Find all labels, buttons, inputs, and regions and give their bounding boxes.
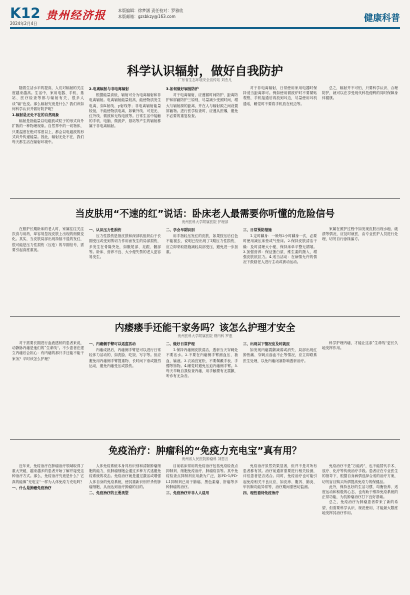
article4-column-2 xyxy=(89,464,161,590)
article3-column-3 xyxy=(166,341,238,435)
article4-paragraph-6: 此外，保持良好的生活习惯、均衡营养、适度运动和积极的心态，也有助于维持免疫系统的正常功能，为抗肿瘤治疗打下良好基础。 xyxy=(322,484,398,500)
article4-paragraph-2: 人体免疫系统本身具有识别和清除肿瘤细胞的能力，但肿瘤细胞会通过多种方式逃避免疫系统的攻击。免疫治疗就是通过激活或增强人体自身的免疫系统，使其重新识别并杀伤肿瘤细胞，从而达到治疗肿瘤的目的。 xyxy=(89,464,161,489)
article3-column-4 xyxy=(243,341,317,435)
article1-subhead-1: 1.辐射是无处不在的自然现象 xyxy=(12,113,59,118)
article4-column-1 xyxy=(12,464,84,590)
page-number: K12 xyxy=(10,6,41,22)
article2-subhead-3: 三、日常预防措施 xyxy=(243,228,272,232)
article2-subhead-2: 二、学会早期识别 xyxy=(166,228,195,232)
article3-byline: 贵州医科大学附属医院 肾内科 罗惠 xyxy=(177,334,233,338)
article2-headline: 当皮肤用“不速的红”说话：卧床老人最需要你听懂的危险信号 xyxy=(75,209,335,220)
article4-column-4 xyxy=(243,464,317,590)
section-divider xyxy=(10,198,400,199)
article1-paragraph-2: 根据能量高低，辐射可分为电离辐射和非电离辐射。电离辐射能量较高，能使物质发生电离，如X射线、γ射线等；非电离辐射能量较低，不能使物质电离，如紫外线、可见光、红外线、微波和无线电波等。日常生活中接触的手机、电脑、微波炉、基站等产生的辐射都属于非电离辐射。 xyxy=(89,93,161,129)
article2-column-1 xyxy=(12,227,84,311)
newspaper-logo: 贵州经济报 xyxy=(46,9,106,22)
article4-subhead-3: 三、免疫治疗并非人人适用 xyxy=(166,491,210,496)
article2-column-4 xyxy=(243,227,317,311)
article4-paragraph-7: 总之，免疫治疗为肿瘤患者带来了新的希望，但需要科学认识、规范使用，才能最大限度地发挥其治疗作用。 xyxy=(322,500,398,515)
article2-column-3 xyxy=(166,227,238,311)
article4-subhead-2: 二、免疫治疗的主要类型 xyxy=(89,491,129,496)
article2-byline: 贵州医科大学附属医院 护理部 xyxy=(181,220,229,224)
article1-column-4 xyxy=(243,86,317,194)
article2-paragraph-5: 家属在照护过程中如发现皮肤出现水疱、破溃等情况，应及时就医，由专业医护人员进行处理，切勿自行涂抹偏方。 xyxy=(322,227,398,242)
issue-date: 2024年2月4日 xyxy=(10,21,38,26)
article1-column-3 xyxy=(166,86,238,194)
staff-info xyxy=(118,8,183,20)
article1-subhead-3: 3.如何做好辐射防护 xyxy=(166,87,199,91)
article1-paragraph-3: 对于电离辐射，应遵循时间防护、距离防护和屏蔽防护三原则，尽量减少受照时间，增大与辐射源的距离，并在人与辐射源之间设置屏蔽物。进行医学检查时，应遵从医嘱，避免不必要的重复检查。 xyxy=(166,93,238,119)
article4-byline: 贵州省人民医院肿瘤科 刘思言 xyxy=(181,457,229,461)
staff-email: 本版邮箱：gzsbkzy@163.com xyxy=(118,14,176,19)
article1-subhead-2: 2.电离辐射与非电离辐射 xyxy=(89,87,129,91)
article2-column-2 xyxy=(89,227,161,311)
article3-column-2 xyxy=(89,341,161,435)
article3-headline: 内痿瘘手还能干家务吗？该怎么护理才安全 xyxy=(114,323,296,334)
article4-subhead-4: 四、理性看待免疫治疗 xyxy=(243,491,279,496)
article1-paragraph-5: 总之，辐射并不可怕，只要科学认识、合理防护，就可以在享受现代科技便利的同时保障身体健康。 xyxy=(322,86,398,101)
masthead xyxy=(10,4,400,26)
article1-column-2 xyxy=(89,86,161,194)
article4-paragraph-4: 免疫治疗虽然效果显著，但并不是对所有患者都有效。治疗前通常需要进行相关检测，评估患者是否适合。同时，免疫治疗也可能引起免疫相关不良反应，如皮疹、腹泻、肺炎、甲状腺功能异常等，治疗期间需密切监测。 xyxy=(243,464,317,489)
section-title: 健康科普 xyxy=(363,14,400,24)
article1-headline: 科学认识辐射，做好自我防护 xyxy=(126,64,283,78)
article1-column-5 xyxy=(322,86,398,194)
article3-subhead-3: 三、出现以下情况应及时就医 xyxy=(243,342,290,346)
article2-paragraph-1: 在照护长期卧床的老人时，家属往往关注饮食与用药，却容易忽视皮肤上出现的细微变化。其实，当皮肤局部出现持续不退的发红，很可能是压力性损伤（压疮）的早期信号，需要引起高度重视。 xyxy=(12,227,84,252)
article3-paragraph-4: 如发现内瘘震颤减弱或消失、局部出现红肿热痛、穿刺点渗血不止等情况，应立即联系医生处理，以免内瘘闭塞影响透析治疗。 xyxy=(243,348,317,363)
article2-paragraph-2: 压力性损伤是指皮肤和深部软组织由于长期受压或受到剪切力作用而发生的局部损伤，多发生在骨隆突处，如骶尾部、足跟、髋部等。卧床、营养不良、大小便失禁的老人更容易发生。 xyxy=(89,234,161,260)
article1-paragraph-1: 辐射是指能量以电磁波或粒子的形式向外扩散的一种物理现象。自然界中的一切物体，只要温度在绝对零度以上，都会以电磁波的形式向外传递能量。因此，辐射无处不在，我们每天都生活在辐射环境中。 xyxy=(12,119,84,145)
article4-column-5 xyxy=(322,464,398,590)
masthead-rule xyxy=(10,27,400,29)
article4-column-3 xyxy=(166,464,238,590)
section-divider xyxy=(10,439,400,440)
article1-intro: 随着生活水平的提高，人们对辐射的关注度越来越高。生活中，家用电器、手机、基站、医疗检查等都与辐射有关，很多人谈“辐”色变。那么辐射究竟是什么？我们该如何科学认识并做好防护呢？ xyxy=(12,86,84,111)
article1-column-1 xyxy=(12,86,84,194)
article3-column-5 xyxy=(322,341,398,435)
article2-subhead-1: 一、认识压力性损伤 xyxy=(89,228,122,232)
article3-paragraph-5: 科学护理内瘘，才能让这条“生命线”更长久地发挥作用。 xyxy=(322,341,398,351)
article2-column-5 xyxy=(322,227,398,311)
article1-byline: 广东省生态环境安全宣传站 刘杰凡 xyxy=(178,78,232,82)
article3-paragraph-1: 对于需要长期进行血液透析的患者来说，动静脉内瘘是他们的“生命线”。不少患者在建立内瘘后会担心：有内瘘的那只手还能不能干家务？平时该怎么护理？ xyxy=(12,341,84,361)
article4-paragraph-3: 目前临床常用的免疫治疗包括免疫检查点抑制剂、细胞免疫治疗、肿瘤疫苗等。其中免疫检查点抑制剂应用最为广泛，如PD-1/PD-L1抑制剂已用于肺癌、黑色素瘤、肝癌等多种肿瘤的治疗。 xyxy=(166,464,238,489)
article4-paragraph-5: 免疫治疗不是“万能药”，也不能替代手术、放疗、化疗等传统治疗手段。患者应在专业医生的指导下，根据自身病情选择合适的治疗方案，切勿盲目购买所谓提高免疫力的保健品。 xyxy=(322,464,398,484)
staff-editors: 本版编辑：徐梦涵 责任校对：罗雅欣 xyxy=(118,8,184,13)
article4-subhead-1: 一、什么是肿瘤免疫治疗 xyxy=(12,485,52,490)
article3-column-1 xyxy=(12,341,84,435)
article2-paragraph-4: 1.定时翻身：一般每2小时翻身一次，必要时使用减压床垫或气垫床。2.保持皮肤清洁干燥：及时清理大小便，保持床单平整无褶皱。3.加强营养：保证蛋白质、维生素的摄入，增强皮肤抵抗力。4.适当活动：在病情允许的情况下鼓励老人进行主动或被动运动。 xyxy=(243,234,317,265)
article1-paragraph-4: 对于非电离辐射，日常使用家用电器时保持适当距离即可。例如使用微波炉时不要紧贴观察，手机接通后再放到耳边，尽量使用耳机通话，睡觉时不要将手机放在枕边等。 xyxy=(243,86,317,106)
article3-subhead-2: 二、做好日常护理 xyxy=(166,342,195,346)
article2-paragraph-3: 用手指轻压发红的皮肤，如果按压后红色不能褪去，说明已经出现了1期压力性损伤，应立即采取措施减轻局部受压，避免进一步加重。 xyxy=(166,234,238,254)
article3-paragraph-3: 1.保持内瘘侧皮肤清洁，透析当天穿刺处不要沾水。2.不要在内瘘侧手臂测血压、抽血、输液。3.衣袖宜宽松，不要佩戴手表、手镯等饰物。4.睡觉时避免压迫内瘘侧手臂。5.每天早晚自我检查内瘘，用手触摸有无震颤，听诊有无杂音。 xyxy=(166,348,238,379)
article4-paragraph-1: 近年来，免疫治疗在肿瘤治疗领域取得了重大突破，越来越多的患者开始了解并接受这种治疗方式。那么，免疫治疗究竟是什么？它真的能像“充电宝”一样为人体免疫力充电吗？ xyxy=(12,464,84,484)
article3-paragraph-2: 内瘘成熟后，内瘘侧手臂是可以进行日常轻体力活动的，如洗脸、吃饭、写字等。但应避免用内瘘侧手臂提重物、长时间下垂或剧烈运动，避免内瘘受压或损伤。 xyxy=(89,348,161,368)
article3-subhead-1: 一、内瘘侧手臂可以适度活动 xyxy=(89,342,136,346)
article4-headline: 免疫治疗：肿瘤科的“免疫力充电宝”真有用？ xyxy=(108,446,302,457)
section-divider xyxy=(10,316,400,317)
